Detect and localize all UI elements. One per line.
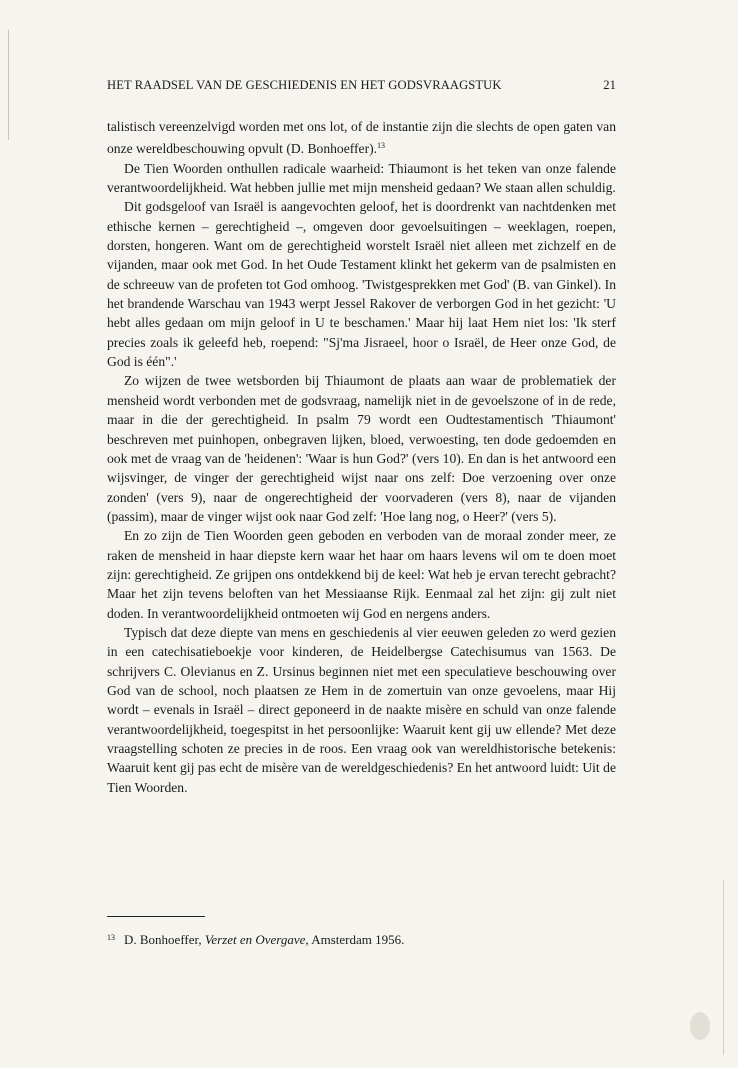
footnote-divider [107, 916, 205, 917]
running-title: HET RAADSEL VAN DE GESCHIEDENIS EN HET GODSVRAAGSTUK [107, 78, 502, 92]
paragraph: De Tien Woorden onthullen radicale waarheid: Thiaumont is het teken van onze falende verantwoordelijkheid. Wat hebben jullie met mijn mensheid gedaan? We staan allen schuldig. [107, 160, 616, 196]
footnote-book-title: Verzet en Overgave, [204, 932, 309, 947]
footnote [107, 932, 616, 948]
footnote-author: D. Bonhoeffer, [124, 932, 202, 947]
body-text [107, 117, 616, 797]
paragraph: Dit godsgeloof van Israël is aangevochten geloof, het is doordrenkt van nachtdenken met ethische kernen – gerechtigheid –, omgeven door gevoelsuitingen – weeklagen, roepen, dorsten, hongeren. Want om de gerechtigheid worstelt Israël niet alleen met zichzelf en de vijanden, maar ook met God. In het Oude Testament klinkt het gekerm van de psalmisten en de schreeuw van de profeten tot God omhoog. 'Twistgesprekken met God' (B. van Ginkel). In het brandende Warschau van 1943 werpt Jessel Rakover de verborgen God in het gezicht: 'U hebt alles gedaan om mijn geloof in U te beschamen.' Maar hij laat Hem niet los: 'Ik sterf precies zoals ik geleefd heb, roepend: "Sj'ma Jisraeel, hoor o Israël, de Heer onze God, de God is één".' [107, 199, 616, 370]
page-edge-shadow-right [723, 880, 724, 1055]
paragraph: En zo zijn de Tien Woorden geen geboden en verboden van de moraal zonder meer, ze raken de mensheid in haar diepste kern waar het haar om haars levens wil om te doen moet zijn: gerechtigheid. Ze grijpen ons ontdekkend bij de keel: Wat heb je ervan terecht gebracht? Maar het zijn tevens beloften van het Messiaanse Rijk. Eenmaal zal het zijn: gij zult niet doden. In verantwoordelijkheid ontmoeten wij God en nergens anders. [107, 528, 616, 621]
paragraph: Typisch dat deze diepte van mens en geschiedenis al vier eeuwen geleden zo werd gezien in een catechisatieboekje voor kinderen, de Heidelbergse Catechisumus van 1563. De schrijvers C. Olevianus en Z. Ursinus beginnen niet met een speculatieve beschouwing over God van de school, noch plaatsen ze Hem in de zomertuin van onze gevoelens, maar Hij wordt – evenals in Israël – direct geponeerd in de naakte misère en schuld van onze falende verantwoordelijkheid, toegespitst in het persoonlijke: Waaruit kent gij uw ellende? Met deze vraagstelling schoten ze precies in de roos. Een vraag ook van wereldhistorische betekenis: Waaruit kent gij pas echt de misère van de wereldgeschiedenis? En het antwoord luidt: Uit de Tien Woorden. [107, 624, 616, 795]
paper-smudge [690, 1012, 710, 1040]
footnote-reference: 13 [377, 141, 386, 151]
footnote-number: 13 [107, 933, 115, 942]
paragraph: Zo wijzen de twee wetsborden bij Thiaumont de plaats aan waar de problematiek der mensheid wordt verbonden met de godsvraag, namelijk niet in de gevoelszone of in de rede, maar in die der gerechtigheid. In psalm 79 wordt een Oudtestamentisch 'Thiaumont' beschreven met puinhopen, onbegraven lijken, bloed, verwoesting, ten dode gedoemden en ook met de vraag van de 'heidenen': 'Waar is hun God?' (vers 10). En dan is het antwoord een wijsvinger, de vinger der gerechtigheid wijst naar ons zelf: Doe verzoening over onze zonden' (vers 9), naar de ongerechtigheid der voorvaderen (vers 8), naar de vijanden (passim), maar de vinger wijst ook naar God zelf: 'Hoe lang nog, o Heer?' (vers 5). [107, 373, 616, 524]
page-number: 21 [603, 78, 616, 92]
paragraph-text: talistisch vereenzelvigd worden met ons lot, of de instantie zijn die slechts de open gaten van onze wereldbeschouwing opvult (D. Bonhoeffer). [107, 119, 616, 157]
footnote-publication: Amsterdam 1956. [311, 932, 405, 947]
page-edge-shadow [8, 30, 9, 140]
paragraph [107, 117, 616, 159]
